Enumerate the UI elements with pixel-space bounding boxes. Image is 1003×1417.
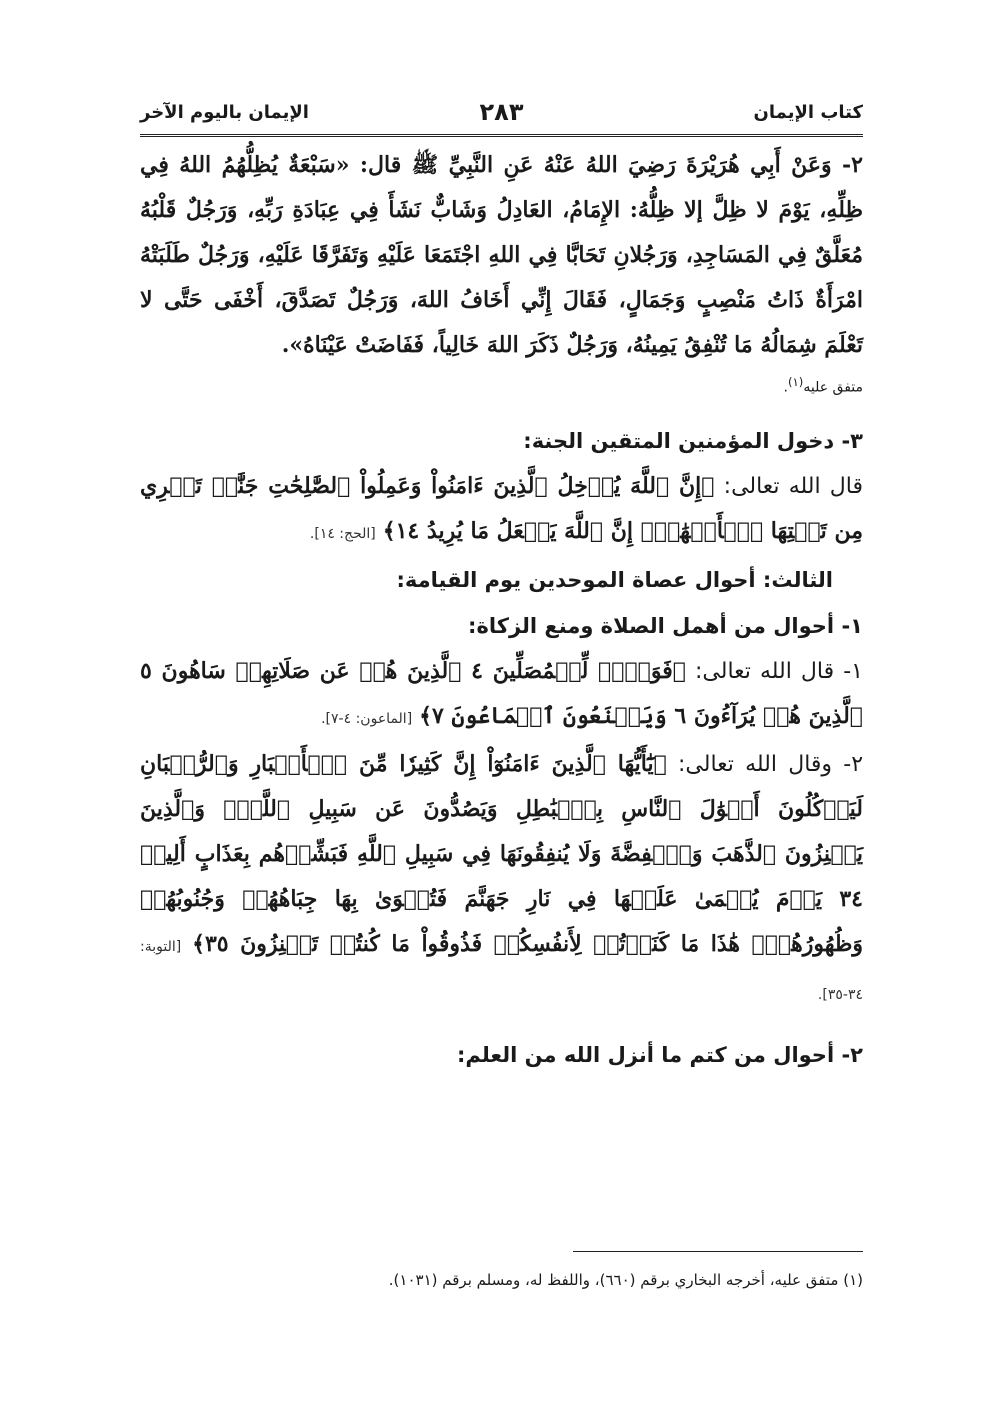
- quran-verse: ﴿إِنَّ ٱللَّهَ يُدۡخِلُ ٱلَّذِينَ ءَامَنُواْ وَعَمِلُواْ ٱلصَّٰلِحَٰتِ جَنَّٰتٖ تَجۡرِي مِن تَحۡتِهَا ٱلۡأَنۡهَٰرُۚ إِنَّ ٱللَّهَ يَفۡعَلُ مَا يُرِيدُ ١٤﴾: [140, 472, 863, 544]
- subsection-heading-concealing-knowledge: ٢- أحوال من كتم ما أنزل الله من العلم:: [456, 1042, 863, 1067]
- verse-intro: ٢- وقال الله تعالى:: [678, 751, 864, 777]
- verse-intro: قال الله تعالى:: [723, 473, 863, 499]
- hadith-source-text: متفق عليه: [803, 379, 863, 396]
- hadith-source: متفق عليه$^{(١)}$.: [783, 375, 863, 396]
- quran-verse: ﴿يَٰٓأَيُّهَا ٱلَّذِينَ ءَامَنُوٓاْ إِنَّ كَثِيرٗا مِّنَ ٱلۡأَحۡبَارِ وَٱلرُّهۡبَانِ لَيَأۡكُلُونَ أَمۡوَٰلَ ٱلنَّاسِ بِٱلۡبَٰطِلِ وَيَصُدُّونَ عَن سَبِيلِ ٱللَّهِۗ وَٱلَّذِينَ يَكۡنِزُونَ ٱلذَّهَبَ وَٱلۡفِضَّةَ وَلَا يُنفِقُونَهَا فِي سَبِيلِ ٱللَّهِ فَبَشِّرۡهُم بِعَذَابٍ أَلِيمٖ ٣٤ يَوۡمَ يُحۡمَىٰ عَلَيۡهَا فِي نَارِ جَهَنَّمَ فَتُكۡوَىٰ بِهَا جِبَاهُهُمۡ وَجُنُوبُهُمۡ وَظُهُورُهُمۡۖ هَٰذَا مَا كَنَزۡتُمۡ لِأَنفُسِكُمۡ فَذُوقُواْ مَا كُنتُمۡ تَكۡنِزُونَ ٣٥﴾: [140, 750, 863, 957]
- verse-paragraph-tawbah: [140, 742, 863, 1018]
- page-number: ٢٨٣: [479, 98, 524, 126]
- page-content: [140, 143, 863, 1078]
- footnote-divider: [573, 1251, 863, 1252]
- header-divider: [140, 134, 863, 137]
- footnote: (١) متفق عليه، أخرجه البخاري برقم (٦٦٠)، واللفظ له، ومسلم برقم (١٠٣١).: [388, 1271, 863, 1289]
- subsection-heading-prayer-zakat: ١- أحوال من أهمل الصلاة ومنع الزكاة:: [468, 613, 863, 638]
- verse-reference: [الحج: ١٤].: [309, 525, 376, 542]
- verse-paragraph-maun: [140, 649, 863, 742]
- page-header: [140, 98, 863, 136]
- header-section-title: الإيمان باليوم الآخر: [140, 102, 309, 123]
- quran-verse: ﴿فَوَيۡلٞ لِّلۡمُصَلِّينَ ٤ ٱلَّذِينَ هُمۡ عَن صَلَاتِهِمۡ سَاهُونَ ٥ ٱلَّذِينَ هُمۡ يُرَآءُونَ ٦ وَيَمۡنَعُونَ ٱلۡمَاعُونَ ٧﴾: [140, 657, 863, 729]
- part-heading-third: الثالث: أحوال عصاة الموحدين يوم القيامة:: [396, 567, 833, 592]
- verse-paragraph-hajj: [140, 464, 863, 557]
- section-heading-entering-paradise: ٣- دخول المؤمنين المتقين الجنة:: [523, 428, 863, 453]
- header-book-title: كتاب الإيمان: [753, 102, 863, 123]
- verse-reference: [الماعون: ٤-٧].: [321, 710, 413, 727]
- verse-reference: [التوبة: ٣٤-٣٥].: [140, 938, 863, 1003]
- verse-intro: ١- قال الله تعالى:: [695, 658, 863, 684]
- hadith-paragraph: ٢- وَعَنْ أَبِي هُرَيْرَةَ رَضِيَ اللهُ عَنْهُ عَنِ النَّبِيِّ ﷺ قال: «سَبْعَةٌ يُظِلُّهُمُ اللهُ فِي ظِلِّهِ، يَوْمَ لا ظِلَّ إلا ظِلُّهُ: الإِمَامُ، العَادِلُ وَشَابٌّ نَشَأَ فِي عِبَادَةِ رَبِّهِ، وَرَجُلٌ قَلْبُهُ مُعَلَّقٌ فِي المَسَاجِدِ، وَرَجُلانِ تَحَابَّا فِي اللهِ اجْتَمَعَا عَلَيْهِ وَتَفَرَّقَا عَلَيْهِ، وَرَجُلٌ طَلَبَتْهُ امْرَأَةٌ ذَاتُ مَنْصِبٍ وَجَمَالٍ، فَقَالَ إِنِّي أَخَافُ اللهَ، وَرَجُلٌ تَصَدَّقَ، أَخْفَى حَتَّى لا تَعْلَمَ شِمَالُهُ مَا تُنْفِقُ يَمِينُهُ، وَرَجُلٌ ذَكَرَ اللهَ خَالِياً، فَفَاضَتْ عَيْنَاهُ».: [140, 152, 863, 358]
- footnote-marker[interactable]: (١): [787, 375, 804, 389]
